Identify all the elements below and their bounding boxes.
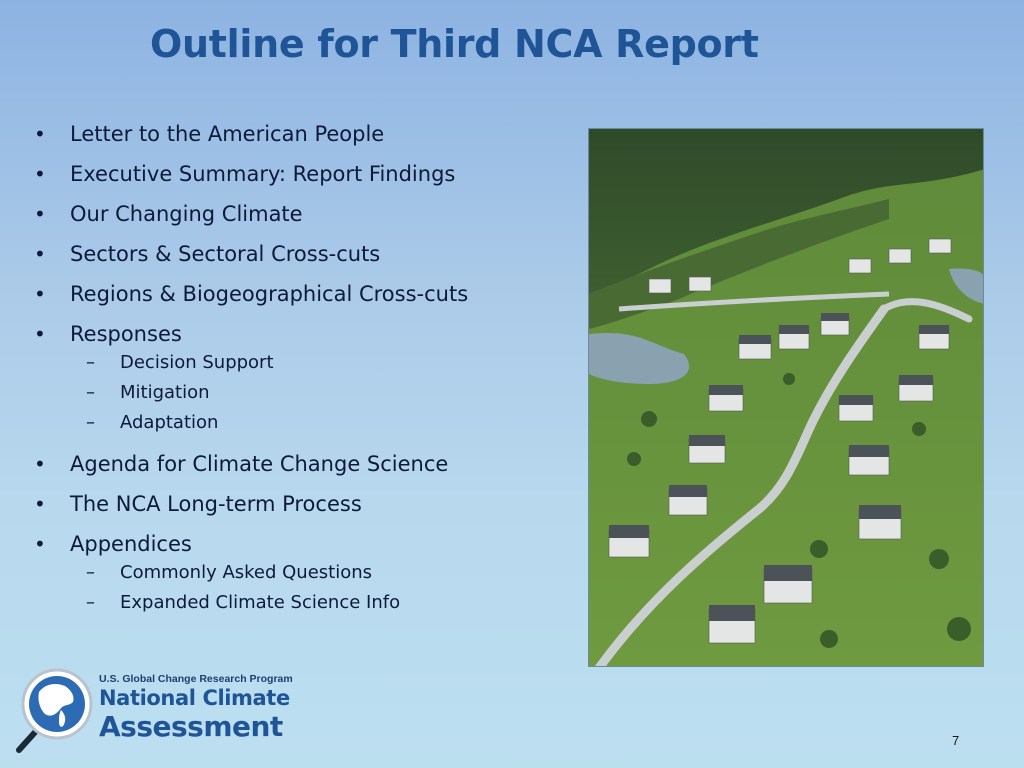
bullet-marker: • [34, 122, 46, 146]
sub-bullet-item [70, 409, 574, 439]
bullet-item [34, 237, 574, 277]
bullet-marker: • [34, 322, 46, 346]
bullet-marker: • [34, 202, 46, 226]
sub-bullet-item [70, 559, 574, 589]
bullet-text: Appendices [70, 532, 192, 556]
bullet-text: Executive Summary: Report Findings [70, 162, 456, 186]
bullet-item [34, 447, 574, 487]
bullet-item [34, 487, 574, 527]
sub-bullet-text: Decision Support [120, 352, 274, 373]
logo-program-name: U.S. Global Change Research Program [99, 673, 293, 685]
sub-bullet-text: Expanded Climate Science Info [120, 592, 401, 613]
aerial-photo-illustration [589, 129, 984, 667]
sub-bullet-marker: – [86, 352, 95, 373]
bullet-text: Sectors & Sectoral Cross-cuts [70, 242, 381, 266]
sub-bullet-list [70, 349, 574, 439]
bullet-text: Agenda for Climate Change Science [70, 452, 449, 476]
sub-bullet-marker: – [86, 592, 95, 613]
bullet-item [34, 157, 574, 197]
page-number: 7 [952, 733, 960, 748]
sub-bullet-item [70, 379, 574, 409]
bullet-marker: • [34, 282, 46, 306]
slide-title: Outline for Third NCA Report [150, 22, 759, 66]
bullet-marker: • [34, 532, 46, 556]
sub-bullet-list [70, 559, 574, 619]
bullet-item [34, 197, 574, 237]
bullet-marker: • [34, 452, 46, 476]
sub-bullet-text: Adaptation [120, 412, 219, 433]
bullet-marker: • [34, 492, 46, 516]
bullet-list [34, 117, 574, 627]
bullet-marker: • [34, 242, 46, 266]
sub-bullet-marker: – [86, 562, 95, 583]
bullet-text: The NCA Long-term Process [70, 492, 362, 516]
sub-bullet-marker: – [86, 412, 95, 433]
bullet-item [34, 117, 574, 157]
sub-bullet-item [70, 349, 574, 379]
magnifier-globe-icon [15, 666, 97, 756]
sub-bullet-item [70, 589, 574, 619]
aerial-suburb-photo [588, 128, 984, 667]
bullet-item [34, 317, 574, 439]
bullet-text: Responses [70, 322, 182, 346]
logo-title-line1: National Climate [99, 686, 290, 710]
bullet-item [34, 277, 574, 317]
bullet-marker: • [34, 162, 46, 186]
bullet-text: Letter to the American People [70, 122, 385, 146]
nca-logo [15, 666, 293, 756]
sub-bullet-text: Commonly Asked Questions [120, 562, 373, 583]
bullet-text: Regions & Biogeographical Cross-cuts [70, 282, 469, 306]
logo-title-line2: Assessment [99, 710, 283, 743]
sub-bullet-marker: – [86, 382, 95, 403]
bullet-text: Our Changing Climate [70, 202, 303, 226]
bullet-item [34, 527, 574, 619]
sub-bullet-text: Mitigation [120, 382, 210, 403]
